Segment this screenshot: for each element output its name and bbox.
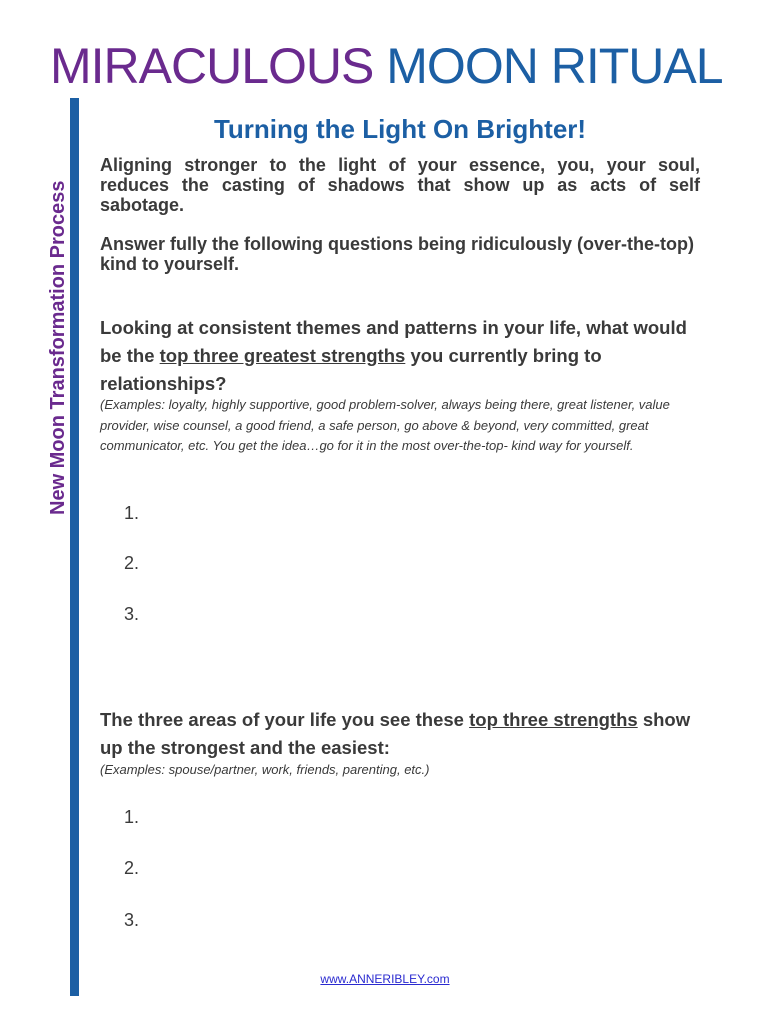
question-1-underlined: top three greatest strengths (159, 345, 406, 366)
header-title (50, 36, 750, 96)
answer-1-3-number: 3. (124, 604, 140, 624)
intro-paragraph: Aligning stronger to the light of your essence, you, your soul, reduces the casting of shadows that show up as acts of self sabotage. (100, 155, 700, 215)
header-title-part2: MOON RITUAL (386, 38, 723, 94)
page-subtitle: Turning the Light On Brighter! (213, 114, 587, 144)
answer-1-1-number: 1. (124, 503, 140, 523)
question-2-before: The three areas of your life you see these (100, 709, 470, 730)
question-2-underlined: top three strengths (469, 709, 638, 730)
question-2 (100, 706, 704, 762)
answer-2-1-number: 1. (124, 807, 140, 827)
question-2-examples: (Examples: spouse/partner, work, friends, parenting, etc.) (100, 762, 430, 777)
question-2-after: show up the strongest and the easiest: (100, 709, 691, 758)
instruction-paragraph: Answer fully the following questions being ridiculously (over-the-top) kind to yourself. (100, 234, 695, 274)
footer (0, 972, 770, 986)
answer-2-2-number: 2. (124, 858, 140, 878)
footer-link[interactable]: www.ANNERIBLEY.com (320, 972, 450, 986)
header-title-part1: MIRACULOUS (50, 38, 374, 94)
question-1 (100, 314, 704, 398)
vertical-rule (70, 98, 79, 996)
question-1-before: Looking at consistent themes and patterns in your life, what would be the (100, 317, 687, 366)
answer-1-2-number: 2. (124, 553, 140, 573)
answer-2-3-number: 3. (124, 910, 140, 930)
sidebar-label: New Moon Transformation Process (47, 180, 69, 515)
question-1-examples: (Examples: loyalty, highly supportive, good problem-solver, always being there, great listener, value provider, wise counsel, a good friend, a safe person, go above & beyond, very committed, great communicator, etc. You get the idea…go for it in the most over-the-top- kind way for yourself. (100, 397, 670, 453)
question-1-after: you currently bring to relationships? (100, 345, 602, 394)
